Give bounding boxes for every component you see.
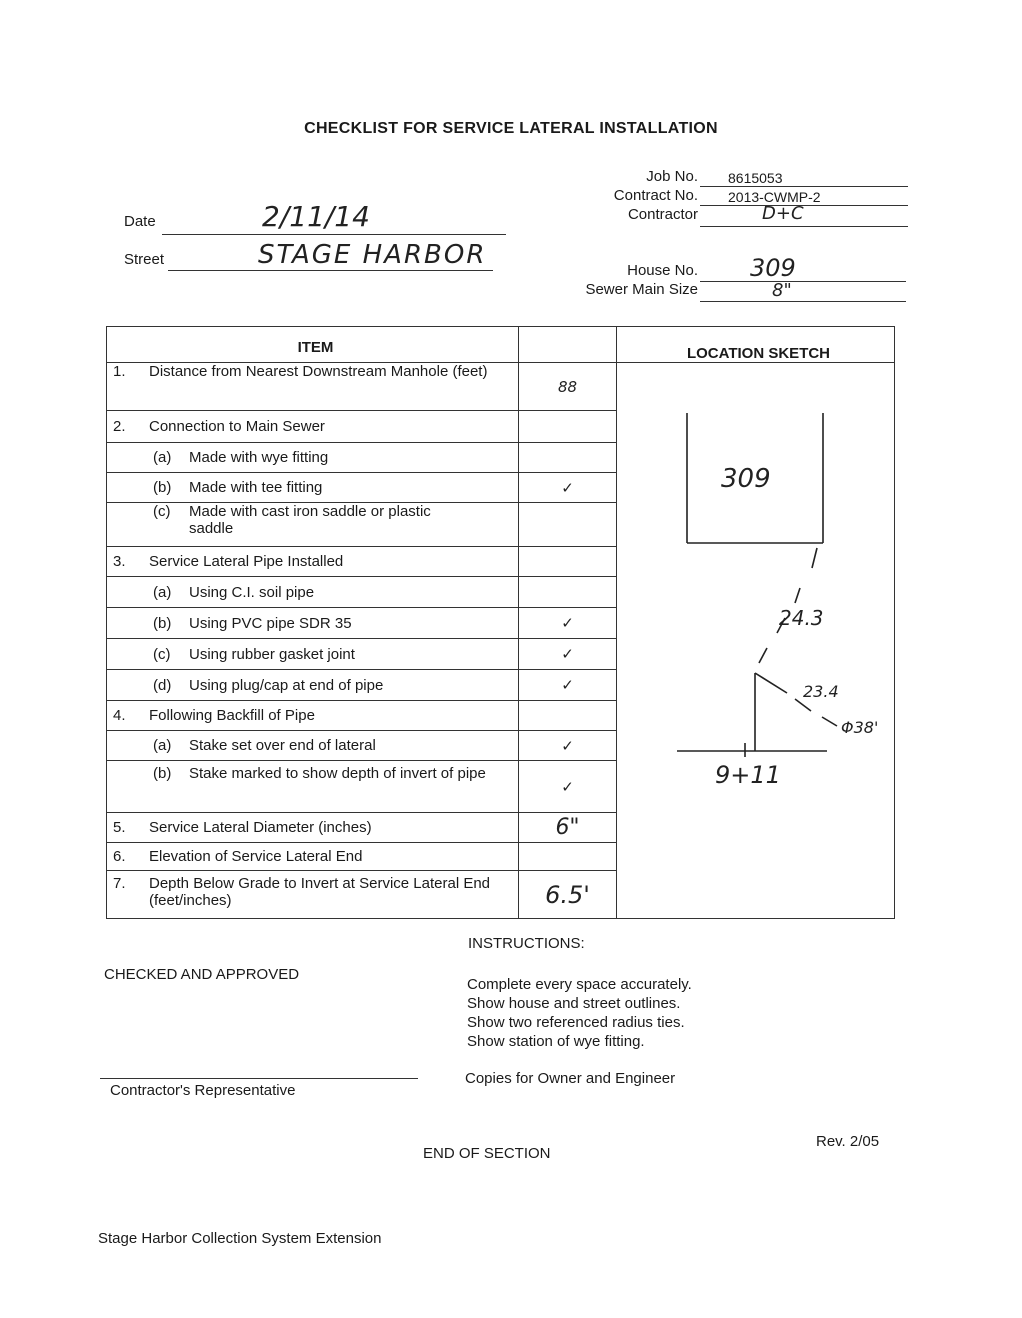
row-label: Service Lateral Diameter (inches) (149, 819, 372, 836)
house-no-line (700, 281, 906, 282)
location-sketch (617, 363, 895, 919)
sketch-tie-2: 23.4 (803, 682, 839, 701)
row-value[interactable]: ✓ (519, 639, 617, 670)
row-value[interactable] (519, 577, 617, 608)
row-value[interactable] (519, 503, 617, 547)
sketch-station: 9+11 (715, 761, 781, 789)
row-subletter: (c) (153, 645, 171, 663)
lateral-dash (795, 588, 800, 603)
instruction-item: Complete every space accurately. (467, 976, 692, 993)
row-value[interactable]: ✓ (519, 761, 617, 813)
project-name: Stage Harbor Collection System Extension (98, 1230, 382, 1247)
sketch-house-label: 309 (721, 464, 771, 494)
copies-note: Copies for Owner and Engineer (465, 1070, 676, 1087)
row-number: 2. (113, 418, 126, 435)
contractor-value[interactable]: D+C (762, 203, 804, 224)
contract-no-value[interactable]: 2013-CWMP-2 (728, 189, 821, 205)
row-value[interactable] (519, 443, 617, 473)
street-line (168, 270, 493, 271)
form-title: CHECKLIST FOR SERVICE LATERAL INSTALLATION (304, 120, 718, 137)
row-value[interactable]: 6.5' (519, 871, 617, 919)
row-label: Stake set over end of lateral (189, 737, 376, 754)
sewer-main-size-value[interactable]: 8" (772, 280, 792, 301)
job-no-value[interactable]: 8615053 (728, 170, 783, 186)
sketch-tie-3: Φ38' (841, 718, 879, 737)
row-label: Connection to Main Sewer (149, 418, 325, 435)
row-number: 6. (113, 848, 126, 865)
date-line (162, 234, 506, 235)
row-value[interactable] (519, 701, 617, 731)
row-label: Using C.I. soil pipe (189, 583, 315, 601)
row-value[interactable]: ✓ (519, 731, 617, 761)
row-value[interactable] (519, 547, 617, 577)
row-value[interactable]: 88 (519, 363, 617, 411)
checked-approved: CHECKED AND APPROVED (104, 966, 300, 983)
house-no-label: House No. (627, 262, 698, 279)
row-label: Service Lateral Pipe Installed (149, 553, 344, 570)
row-label: Elevation of Service Lateral End (149, 848, 363, 865)
row-number: 5. (113, 819, 126, 836)
row-subletter: (a) (153, 737, 172, 754)
contractor-line (700, 226, 908, 227)
sketch-tie-1: 24.3 (779, 606, 824, 630)
row-label: Using rubber gasket joint (189, 645, 355, 663)
instructions-title: INSTRUCTIONS: (468, 935, 585, 952)
row-label: Using PVC pipe SDR 35 (189, 614, 352, 632)
row-label: Following Backfill of Pipe (149, 707, 315, 724)
house-no-value[interactable]: 309 (750, 254, 796, 282)
row-subletter: (c) (153, 503, 171, 520)
row-value[interactable]: ✓ (519, 473, 617, 503)
job-no-label: Job No. (646, 168, 698, 185)
row-label: Using plug/cap at end of pipe (189, 676, 384, 694)
lateral-dash (759, 648, 767, 663)
item-header: ITEM (107, 327, 519, 363)
lateral-dash (812, 548, 817, 568)
row-value[interactable]: ✓ (519, 608, 617, 639)
date-label: Date (124, 213, 156, 230)
tie-dash (822, 717, 837, 726)
row-value[interactable]: ✓ (519, 670, 617, 701)
row-value[interactable]: 6" (519, 813, 617, 843)
row-label: Made with tee fitting (189, 479, 323, 496)
row-label: Distance from Nearest Downstream Manhole (feet) (149, 363, 488, 380)
row-number: 4. (113, 707, 126, 724)
table-row (107, 363, 895, 411)
signature-line (100, 1078, 418, 1079)
date-value[interactable]: 2/11/14 (262, 200, 370, 233)
tie-dash (755, 673, 787, 693)
instructions-list (467, 975, 692, 1051)
row-subletter: (b) (153, 765, 172, 782)
instruction-item: Show house and street outlines. (467, 995, 681, 1012)
instruction-item: Show two referenced radius ties. (467, 1014, 685, 1031)
value-header (519, 327, 617, 363)
row-subletter: (b) (153, 479, 172, 496)
sketch-drawing (617, 363, 893, 911)
row-subletter: (d) (153, 676, 172, 694)
row-subletter: (a) (153, 583, 172, 601)
row-label: Made with cast iron saddle or plastic saddle (189, 503, 431, 537)
row-number: 1. (113, 363, 126, 380)
end-of-section: END OF SECTION (423, 1145, 551, 1162)
row-subletter: (b) (153, 614, 172, 632)
street-label: Street (124, 251, 165, 268)
sewer-main-size-label: Sewer Main Size (585, 281, 698, 298)
row-label: Depth Below Grade to Invert at Service Lateral End (feet/inches) (149, 875, 491, 909)
street-value[interactable]: STAGE HARBOR (258, 240, 487, 270)
contract-no-line (700, 205, 908, 206)
contractor-label: Contractor (627, 206, 698, 223)
row-subletter: (a) (153, 449, 172, 466)
job-no-line (700, 186, 908, 187)
row-number: 3. (113, 553, 126, 570)
row-number: 7. (113, 875, 126, 892)
revision-label: Rev. 2/05 (816, 1133, 880, 1150)
sketch-header: LOCATION SKETCH (617, 327, 895, 363)
instruction-item: Show station of wye fitting. (467, 1033, 645, 1050)
sewer-main-size-line (700, 301, 906, 302)
contractor-rep-label: Contractor's Representative (110, 1082, 296, 1099)
row-label: Stake marked to show depth of invert of pipe (189, 765, 486, 782)
row-value[interactable] (519, 843, 617, 871)
row-label: Made with wye fitting (189, 449, 329, 466)
checklist-table (106, 326, 895, 919)
contract-no-label: Contract No. (613, 187, 698, 204)
row-value[interactable] (519, 411, 617, 443)
